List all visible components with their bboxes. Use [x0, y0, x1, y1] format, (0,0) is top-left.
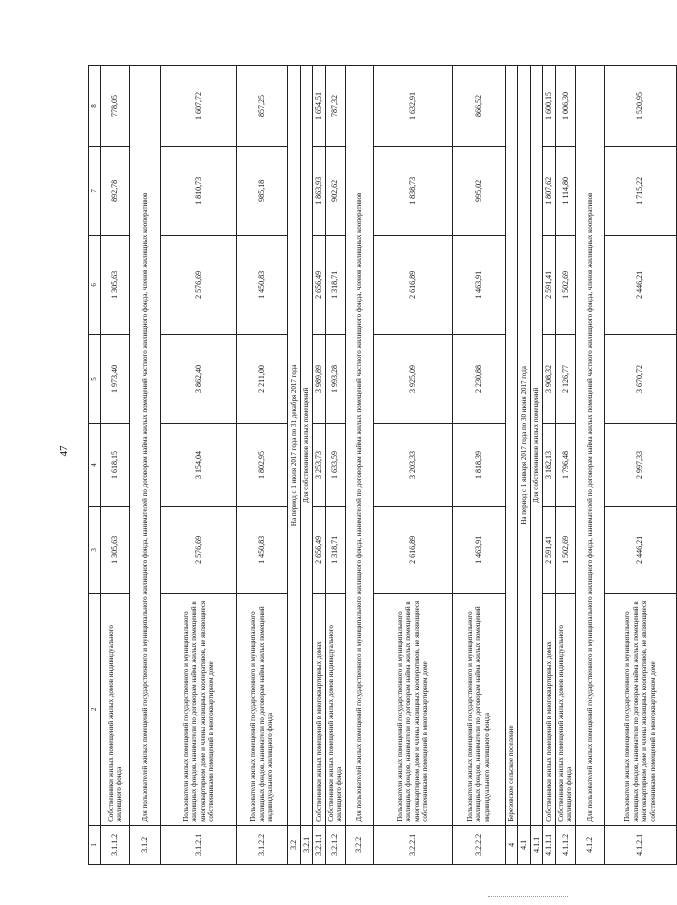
- section-heading: Для собственников жилых помещений: [300, 66, 313, 826]
- tariff-value-c7: 985,18: [237, 146, 288, 235]
- table-row: [373, 66, 452, 865]
- tariff-value-c4: 1 633,59: [325, 423, 345, 506]
- tariff-value-c3: 2 591,41: [543, 507, 556, 594]
- tariff-value-c8: 1 632,91: [373, 66, 452, 147]
- tariff-value-c4: 1 818,39: [452, 423, 505, 506]
- tariff-value-c8: 1 520,95: [604, 66, 676, 147]
- tariff-value-c8: 857,25: [237, 66, 288, 147]
- table-row: [555, 66, 575, 865]
- tariff-value-c4: 1 796,48: [555, 423, 575, 506]
- tariff-value-c8: 778,05: [101, 66, 130, 147]
- row-description: Собственники жилых помещений в многоквартирных домах: [543, 593, 556, 825]
- row-number: 3.1.1.2: [101, 825, 130, 864]
- tariff-value-c5: 2 230,88: [452, 335, 505, 424]
- table-row: [325, 66, 345, 865]
- tariff-value-c5: 3 862,40: [161, 335, 237, 424]
- row-number: 3.1.2: [130, 825, 161, 864]
- row-description: Пользователи жилых помещений государственного и муниципального жилищных фондов, наниматели по договорам найма жилых помещений в многоквартирном доме и члены жилищных кооперативов, не являющиеся собственниками помещений в многоквартирном доме: [604, 593, 676, 825]
- section-heading: На период с 1 июля 2017 года по 31 декабря 2017 года: [288, 66, 301, 826]
- header-col-2: 2: [89, 593, 101, 825]
- group-heading: Для пользователей жилых помещений государственного и муниципального жилищного фонда, нанимателей по договорам найма жилых помещений частного жилищного фонда, членов жилищных кооперативов: [345, 66, 373, 826]
- tariff-value-c7: 1 838,73: [373, 146, 452, 235]
- tariff-value-c3: 2 576,69: [161, 507, 237, 594]
- tariff-value-c7: 1 715,22: [604, 146, 676, 235]
- row-number: 4.1.1.1: [543, 825, 556, 864]
- tariff-value-c5: 3 925,09: [373, 335, 452, 424]
- tariff-table: [88, 65, 677, 865]
- table-row: [237, 66, 288, 865]
- row-description: Собственники жилых помещений жилых домов индивидуального жилищного фонда: [325, 593, 345, 825]
- section-heading: Для собственников жилых помещений: [530, 66, 543, 826]
- tariff-value-c8: 1 006,30: [555, 66, 575, 147]
- row-description: Пользователи жилых помещений государственного и муниципального жилищных фондов, наниматели по договорам найма жилых помещений в многоквартирном доме и члены жилищных кооперативов, не являющиеся собственниками помещений в многоквартирном доме: [373, 593, 452, 825]
- tariff-value-c7: 1 810,73: [161, 146, 237, 235]
- row-number: 3.2.1.1: [313, 825, 326, 864]
- header-col-6: 6: [89, 235, 101, 334]
- tariff-value-c5: 3 670,72: [604, 335, 676, 424]
- row-number: 4.1.1: [530, 825, 543, 864]
- tariff-value-c6: 2 446,21: [604, 235, 676, 334]
- header-col-3: 3: [89, 507, 101, 594]
- table-row: [345, 66, 373, 865]
- tariff-value-c7: 995,02: [452, 146, 505, 235]
- header-col-4: 4: [89, 423, 101, 506]
- tariff-value-c4: 1 618,15: [101, 423, 130, 506]
- row-number: 3.2.2.1: [373, 825, 452, 864]
- rotated-table-wrapper: [88, 65, 657, 865]
- table-body: [89, 66, 677, 865]
- table-row: [530, 66, 543, 865]
- table-row: [101, 66, 130, 865]
- tariff-value-c6: 1 318,71: [325, 235, 345, 334]
- row-number: 3.2: [288, 825, 301, 864]
- header-col-7: 7: [89, 146, 101, 235]
- table-row: [452, 66, 505, 865]
- tariff-value-c6: 2 591,41: [543, 235, 556, 334]
- row-number: 3.2.1.2: [325, 825, 345, 864]
- header-col-8: 8: [89, 66, 101, 147]
- table-row: [518, 66, 531, 865]
- tariff-value-c7: 1 807,62: [543, 146, 556, 235]
- tariff-value-c6: 2 656,49: [313, 235, 326, 334]
- tariff-value-c4: 3 182,13: [543, 423, 556, 506]
- tariff-value-c7: 902,62: [325, 146, 345, 235]
- row-number: 4.1.2.1: [604, 825, 676, 864]
- tariff-value-c6: 1 463,91: [452, 235, 505, 334]
- tariff-value-c6: 1 305,63: [101, 235, 130, 334]
- tariff-value-c5: 3 908,32: [543, 335, 556, 424]
- tariff-value-c4: 3 203,33: [373, 423, 452, 506]
- row-number: 3.2.1: [300, 825, 313, 864]
- tariff-value-c5: 2 126,77: [555, 335, 575, 424]
- table-row: [313, 66, 326, 865]
- row-description: Пользователи жилых помещений государственного и муниципального жилищных фондов, наниматели по договорам найма жилых помещений индивидуального жилищного фонда: [237, 593, 288, 825]
- table-row: [604, 66, 676, 865]
- row-description: Собственники жилых помещений в многоквартирных домах: [313, 593, 326, 825]
- row-number: 3.1.2.2: [237, 825, 288, 864]
- tariff-value-c7: 892,78: [101, 146, 130, 235]
- header-row: [89, 66, 101, 865]
- tariff-value-c3: 1 318,71: [325, 507, 345, 594]
- row-number: 4.1.1.2: [555, 825, 575, 864]
- tariff-value-c8: 1 600,15: [543, 66, 556, 147]
- table-row: [288, 66, 301, 865]
- row-description: Собственники жилых помещений жилых домов индивидуального жилищного фонда: [101, 593, 130, 825]
- table-row: [575, 66, 604, 865]
- row-description: Пользователи жилых помещений государственного и муниципального жилищных фондов, наниматели по договорам найма жилых помещений индивидуального жилищного фонда: [452, 593, 505, 825]
- header-col-5: 5: [89, 335, 101, 424]
- tariff-value-c8: 1 607,72: [161, 66, 237, 147]
- tariff-value-c3: 1 463,91: [452, 507, 505, 594]
- tariff-value-c3: 2 616,89: [373, 507, 452, 594]
- table-row: [505, 66, 518, 865]
- tariff-value-c6: 2 616,89: [373, 235, 452, 334]
- row-description: Пользователи жилых помещений государственного и муниципального жилищных фондов, наниматели по договорам найма жилых помещений в многоквартирном доме и члены жилищных кооперативов, не являющиеся собственниками помещений в многоквартирном доме: [161, 593, 237, 825]
- row-number: 3.2.2.2: [452, 825, 505, 864]
- tariff-value-c3: 1 450,83: [237, 507, 288, 594]
- group-heading: Березовское сельское поселение: [505, 66, 518, 826]
- row-number: 3.2.2: [345, 825, 373, 864]
- tariff-value-c4: 1 802,95: [237, 423, 288, 506]
- tariff-value-c8: 1 654,51: [313, 66, 326, 147]
- tariff-value-c4: 2 997,33: [604, 423, 676, 506]
- row-number: 4.1.2: [575, 825, 604, 864]
- group-heading: Для пользователей жилых помещений государственного и муниципального жилищного фонда, нанимателей по договорам найма жилых помещений частного жилищного фонда, членов жилищных кооперативов: [130, 66, 161, 826]
- tariff-value-c8: 866,52: [452, 66, 505, 147]
- tariff-value-c6: 1 450,83: [237, 235, 288, 334]
- row-description: Собственники жилых помещений жилых домов индивидуального жилищного фонда: [555, 593, 575, 825]
- table-row: [161, 66, 237, 865]
- page-number: 47: [58, 445, 70, 457]
- tariff-value-c3: 1 305,63: [101, 507, 130, 594]
- tariff-value-c6: 1 502,69: [555, 235, 575, 334]
- tariff-value-c5: 1 993,28: [325, 335, 345, 424]
- tariff-value-c5: 3 989,89: [313, 335, 326, 424]
- row-number: 3.1.2.1: [161, 825, 237, 864]
- group-heading: Для пользователей жилых помещений государственного и муниципального жилищного фонда, нанимателей по договорам найма жилых помещений частного жилищного фонда, членов жилищных кооперативов: [575, 66, 604, 826]
- tariff-value-c5: 2 211,00: [237, 335, 288, 424]
- table-row: [300, 66, 313, 865]
- tariff-value-c6: 2 576,69: [161, 235, 237, 334]
- tariff-value-c7: 1 863,93: [313, 146, 326, 235]
- header-col-1: 1: [89, 825, 101, 864]
- row-number: 4.1: [518, 825, 531, 864]
- table-row: [543, 66, 556, 865]
- tariff-value-c5: 1 973,40: [101, 335, 130, 424]
- tariff-value-c3: 2 446,21: [604, 507, 676, 594]
- scan-artifact-line: [488, 896, 568, 900]
- tariff-value-c3: 2 656,49: [313, 507, 326, 594]
- tariff-value-c4: 3 253,73: [313, 423, 326, 506]
- tariff-value-c8: 787,32: [325, 66, 345, 147]
- tariff-value-c4: 3 154,04: [161, 423, 237, 506]
- section-heading: На период с 1 января 2017 года по 30 июня 2017 года: [518, 66, 531, 826]
- tariff-value-c3: 1 502,69: [555, 507, 575, 594]
- row-number: 4: [505, 825, 518, 864]
- tariff-value-c7: 1 114,80: [555, 146, 575, 235]
- table-row: [130, 66, 161, 865]
